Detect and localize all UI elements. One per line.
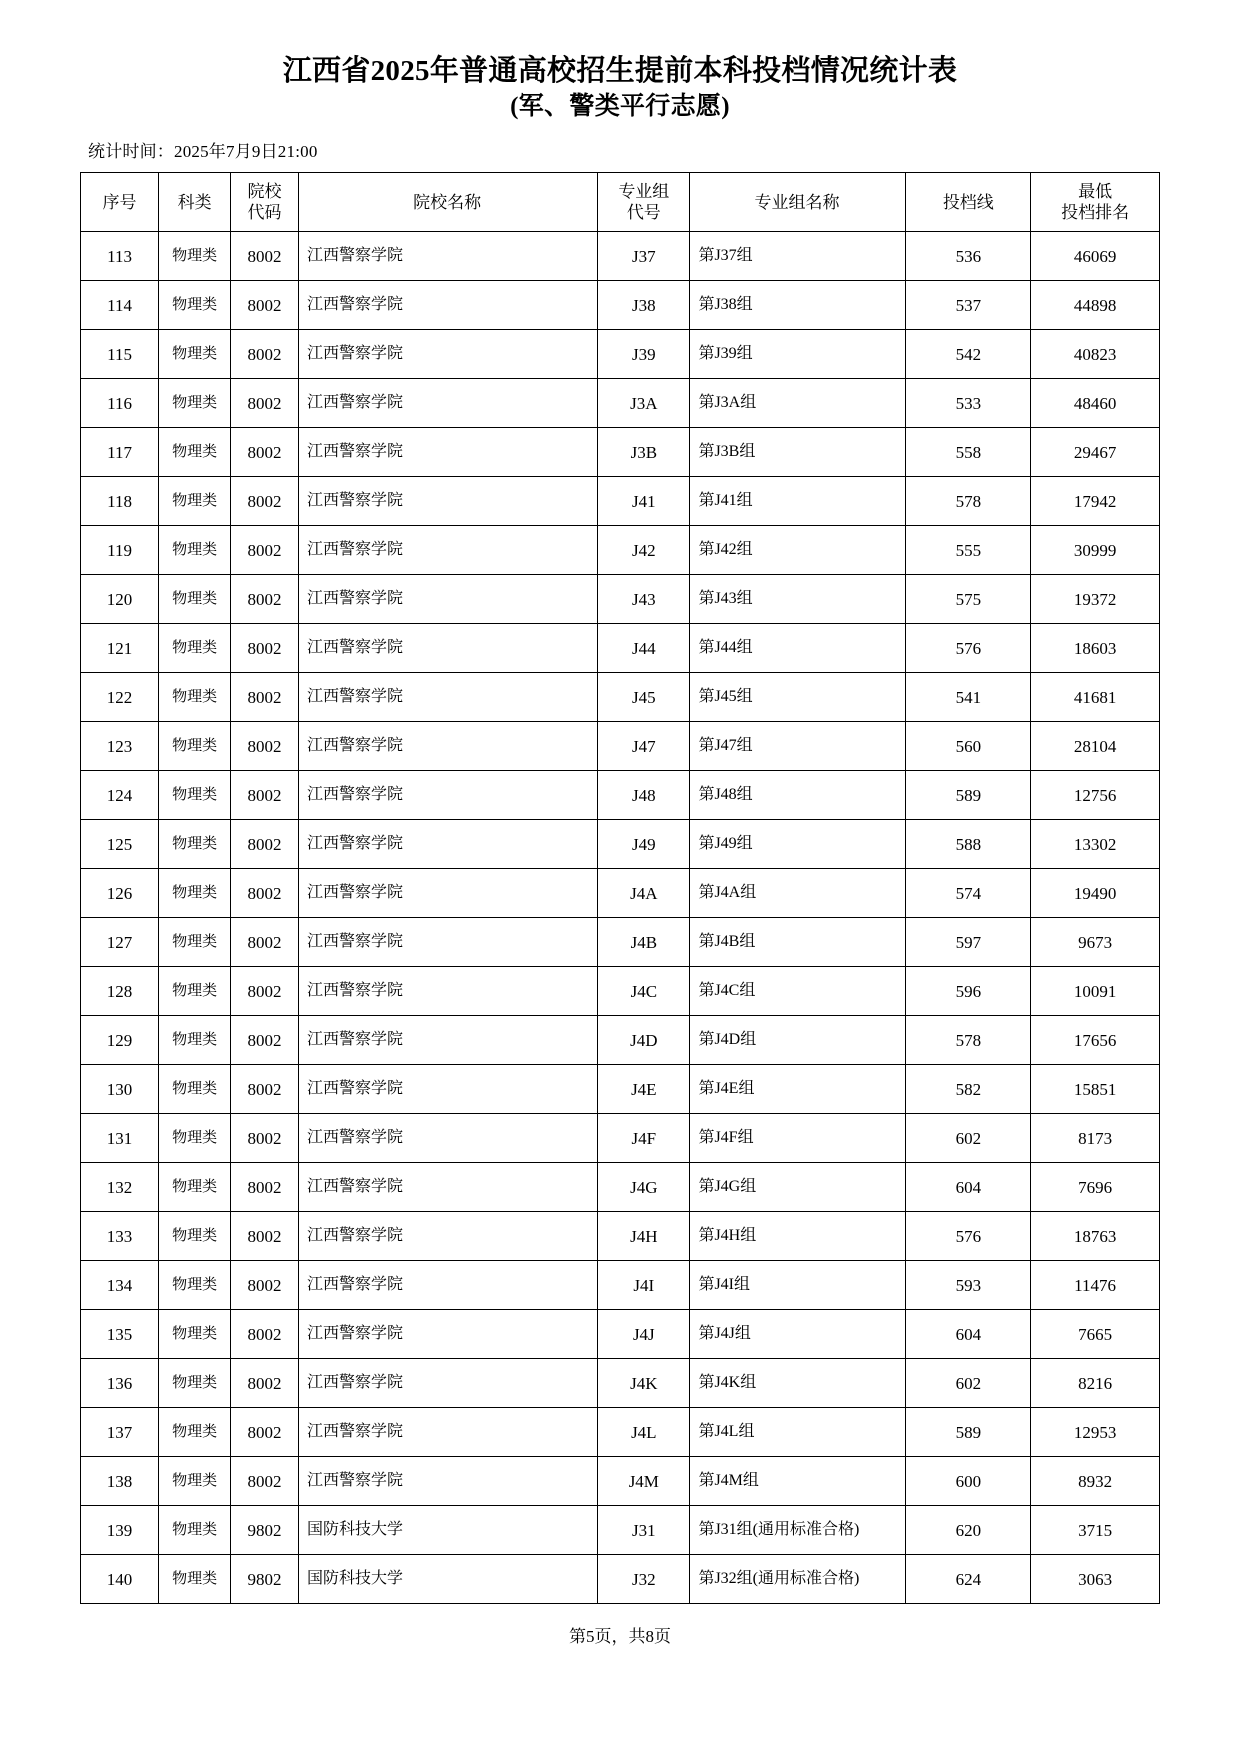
cell-group-name: 第J39组 xyxy=(690,330,906,379)
cell-lowest-rank: 18603 xyxy=(1031,624,1160,673)
cell-score-line: 604 xyxy=(906,1163,1031,1212)
cell-lowest-rank: 13302 xyxy=(1031,820,1160,869)
cell-school-name: 江西警察学院 xyxy=(299,1457,598,1506)
cell-group-name: 第J48组 xyxy=(690,771,906,820)
cell-score-line: 588 xyxy=(906,820,1031,869)
cell-subject-type: 物理类 xyxy=(159,1261,231,1310)
table-header xyxy=(81,173,1160,232)
cell-group-code: J39 xyxy=(598,330,690,379)
table-row xyxy=(81,1359,1160,1408)
cell-lowest-rank: 7696 xyxy=(1031,1163,1160,1212)
cell-school-name: 江西警察学院 xyxy=(299,820,598,869)
cell-school-code: 8002 xyxy=(231,1408,299,1457)
cell-group-code: J43 xyxy=(598,575,690,624)
cell-group-code: J4B xyxy=(598,918,690,967)
table-row xyxy=(81,869,1160,918)
cell-lowest-rank: 46069 xyxy=(1031,232,1160,281)
cell-score-line: 533 xyxy=(906,379,1031,428)
table-row xyxy=(81,1212,1160,1261)
cell-school-code: 8002 xyxy=(231,869,299,918)
cell-sequence: 114 xyxy=(81,281,159,330)
cell-sequence: 131 xyxy=(81,1114,159,1163)
table-row xyxy=(81,575,1160,624)
header-score-label: 投档线 xyxy=(942,192,994,212)
cell-group-code: J4M xyxy=(598,1457,690,1506)
column-header-school-name xyxy=(299,173,598,232)
cell-lowest-rank: 8173 xyxy=(1031,1114,1160,1163)
cell-subject-type: 物理类 xyxy=(159,379,231,428)
table-row xyxy=(81,1555,1160,1604)
cell-group-code: J41 xyxy=(598,477,690,526)
cell-group-name: 第J32组(通用标准合格) xyxy=(690,1555,906,1604)
cell-score-line: 582 xyxy=(906,1065,1031,1114)
table-row xyxy=(81,918,1160,967)
table-row xyxy=(81,1065,1160,1114)
cell-subject-type: 物理类 xyxy=(159,967,231,1016)
cell-school-name: 江西警察学院 xyxy=(299,1065,598,1114)
cell-subject-type: 物理类 xyxy=(159,281,231,330)
cell-school-name: 江西警察学院 xyxy=(299,869,598,918)
cell-score-line: 589 xyxy=(906,1408,1031,1457)
table-row xyxy=(81,477,1160,526)
cell-lowest-rank: 3063 xyxy=(1031,1555,1160,1604)
cell-group-name: 第J3B组 xyxy=(690,428,906,477)
cell-subject-type: 物理类 xyxy=(159,1065,231,1114)
cell-group-name: 第J43组 xyxy=(690,575,906,624)
cell-school-code: 8002 xyxy=(231,624,299,673)
cell-school-name: 江西警察学院 xyxy=(299,330,598,379)
cell-sequence: 119 xyxy=(81,526,159,575)
cell-score-line: 593 xyxy=(906,1261,1031,1310)
cell-subject-type: 物理类 xyxy=(159,1163,231,1212)
cell-sequence: 124 xyxy=(81,771,159,820)
cell-score-line: 560 xyxy=(906,722,1031,771)
cell-school-code: 8002 xyxy=(231,1114,299,1163)
cell-school-code: 8002 xyxy=(231,1212,299,1261)
cell-school-name: 江西警察学院 xyxy=(299,477,598,526)
cell-sequence: 129 xyxy=(81,1016,159,1065)
header-type-label: 科类 xyxy=(177,192,212,212)
header-seq-label: 序号 xyxy=(102,192,137,212)
cell-group-name: 第J42组 xyxy=(690,526,906,575)
cell-score-line: 602 xyxy=(906,1359,1031,1408)
cell-group-code: J4I xyxy=(598,1261,690,1310)
cell-lowest-rank: 3715 xyxy=(1031,1506,1160,1555)
column-header-lowest-rank xyxy=(1031,173,1160,232)
cell-group-name: 第J4K组 xyxy=(690,1359,906,1408)
cell-lowest-rank: 12756 xyxy=(1031,771,1160,820)
cell-sequence: 126 xyxy=(81,869,159,918)
admission-table xyxy=(80,172,1160,1604)
cell-group-name: 第J4H组 xyxy=(690,1212,906,1261)
cell-lowest-rank: 10091 xyxy=(1031,967,1160,1016)
cell-score-line: 536 xyxy=(906,232,1031,281)
cell-group-code: J37 xyxy=(598,232,690,281)
table-row xyxy=(81,820,1160,869)
title-block xyxy=(80,0,1160,123)
cell-school-code: 8002 xyxy=(231,232,299,281)
cell-group-name: 第J4B组 xyxy=(690,918,906,967)
cell-lowest-rank: 41681 xyxy=(1031,673,1160,722)
cell-group-code: J4K xyxy=(598,1359,690,1408)
header-rank-line1: 最低 xyxy=(1078,182,1113,202)
cell-group-code: J4A xyxy=(598,869,690,918)
table-row xyxy=(81,379,1160,428)
cell-group-name: 第J47组 xyxy=(690,722,906,771)
cell-group-name: 第J41组 xyxy=(690,477,906,526)
cell-score-line: 589 xyxy=(906,771,1031,820)
cell-sequence: 137 xyxy=(81,1408,159,1457)
header-group-code-line1: 专业组 xyxy=(618,182,670,202)
table-row xyxy=(81,1016,1160,1065)
page-footer: 第5页，共8页 xyxy=(569,1627,671,1647)
cell-subject-type: 物理类 xyxy=(159,673,231,722)
header-group-code-line2: 代号 xyxy=(626,203,661,223)
cell-subject-type: 物理类 xyxy=(159,232,231,281)
cell-lowest-rank: 15851 xyxy=(1031,1065,1160,1114)
cell-subject-type: 物理类 xyxy=(159,1016,231,1065)
column-header-subject-type xyxy=(159,173,231,232)
cell-score-line: 600 xyxy=(906,1457,1031,1506)
cell-score-line: 576 xyxy=(906,1212,1031,1261)
cell-sequence: 127 xyxy=(81,918,159,967)
table-row xyxy=(81,967,1160,1016)
cell-subject-type: 物理类 xyxy=(159,820,231,869)
table-row xyxy=(81,722,1160,771)
cell-school-name: 江西警察学院 xyxy=(299,1261,598,1310)
header-row xyxy=(81,173,1160,232)
cell-group-code: J4F xyxy=(598,1114,690,1163)
cell-school-code: 8002 xyxy=(231,1359,299,1408)
cell-school-name: 江西警察学院 xyxy=(299,1016,598,1065)
cell-school-name: 江西警察学院 xyxy=(299,673,598,722)
cell-lowest-rank: 29467 xyxy=(1031,428,1160,477)
cell-school-name: 江西警察学院 xyxy=(299,1408,598,1457)
cell-lowest-rank: 28104 xyxy=(1031,722,1160,771)
table-row xyxy=(81,330,1160,379)
cell-sequence: 117 xyxy=(81,428,159,477)
cell-subject-type: 物理类 xyxy=(159,330,231,379)
cell-lowest-rank: 48460 xyxy=(1031,379,1160,428)
cell-sequence: 118 xyxy=(81,477,159,526)
cell-school-code: 8002 xyxy=(231,1065,299,1114)
cell-school-code: 8002 xyxy=(231,1310,299,1359)
cell-sequence: 113 xyxy=(81,232,159,281)
cell-score-line: 620 xyxy=(906,1506,1031,1555)
header-code-line2: 代码 xyxy=(247,203,282,223)
cell-school-code: 8002 xyxy=(231,1163,299,1212)
cell-school-code: 8002 xyxy=(231,1457,299,1506)
cell-group-code: J49 xyxy=(598,820,690,869)
cell-score-line: 542 xyxy=(906,330,1031,379)
cell-school-code: 8002 xyxy=(231,477,299,526)
cell-group-code: J4L xyxy=(598,1408,690,1457)
cell-lowest-rank: 40823 xyxy=(1031,330,1160,379)
header-rank-line2: 投档排名 xyxy=(1061,203,1130,223)
column-header-group-name xyxy=(690,173,906,232)
cell-group-code: J32 xyxy=(598,1555,690,1604)
cell-sequence: 136 xyxy=(81,1359,159,1408)
cell-group-code: J3A xyxy=(598,379,690,428)
table-row xyxy=(81,1163,1160,1212)
cell-school-code: 8002 xyxy=(231,281,299,330)
cell-school-name: 江西警察学院 xyxy=(299,281,598,330)
cell-group-code: J44 xyxy=(598,624,690,673)
cell-school-name: 江西警察学院 xyxy=(299,1310,598,1359)
cell-school-code: 8002 xyxy=(231,722,299,771)
cell-subject-type: 物理类 xyxy=(159,869,231,918)
cell-subject-type: 物理类 xyxy=(159,1310,231,1359)
table-body xyxy=(81,232,1160,1604)
table-row xyxy=(81,1457,1160,1506)
cell-school-code: 8002 xyxy=(231,526,299,575)
cell-school-name: 江西警察学院 xyxy=(299,379,598,428)
cell-group-name: 第J4A组 xyxy=(690,869,906,918)
cell-school-name: 江西警察学院 xyxy=(299,428,598,477)
cell-sequence: 115 xyxy=(81,330,159,379)
cell-group-name: 第J49组 xyxy=(690,820,906,869)
table-row xyxy=(81,1114,1160,1163)
cell-subject-type: 物理类 xyxy=(159,771,231,820)
cell-score-line: 578 xyxy=(906,1016,1031,1065)
cell-group-name: 第J4J组 xyxy=(690,1310,906,1359)
cell-group-name: 第J4L组 xyxy=(690,1408,906,1457)
cell-sequence: 122 xyxy=(81,673,159,722)
column-header-sequence xyxy=(81,173,159,232)
cell-score-line: 576 xyxy=(906,624,1031,673)
cell-score-line: 597 xyxy=(906,918,1031,967)
cell-subject-type: 物理类 xyxy=(159,1408,231,1457)
cell-school-code: 9802 xyxy=(231,1506,299,1555)
table-row xyxy=(81,1310,1160,1359)
cell-school-name: 江西警察学院 xyxy=(299,967,598,1016)
cell-school-name: 江西警察学院 xyxy=(299,526,598,575)
cell-lowest-rank: 8216 xyxy=(1031,1359,1160,1408)
cell-school-code: 8002 xyxy=(231,918,299,967)
table-row xyxy=(81,526,1160,575)
cell-group-name: 第J37组 xyxy=(690,232,906,281)
cell-school-name: 江西警察学院 xyxy=(299,1359,598,1408)
cell-school-code: 8002 xyxy=(231,379,299,428)
cell-group-name: 第J3A组 xyxy=(690,379,906,428)
cell-sequence: 116 xyxy=(81,379,159,428)
cell-group-name: 第J4F组 xyxy=(690,1114,906,1163)
cell-lowest-rank: 11476 xyxy=(1031,1261,1160,1310)
cell-school-name: 江西警察学院 xyxy=(299,1114,598,1163)
cell-school-code: 8002 xyxy=(231,967,299,1016)
cell-subject-type: 物理类 xyxy=(159,1457,231,1506)
cell-school-code: 8002 xyxy=(231,1016,299,1065)
statistics-time: 统计时间：2025年7月9日21:00 xyxy=(88,142,318,162)
cell-sequence: 133 xyxy=(81,1212,159,1261)
cell-sequence: 120 xyxy=(81,575,159,624)
cell-lowest-rank: 7665 xyxy=(1031,1310,1160,1359)
page-title: 江西省2025年普通高校招生提前本科投档情况统计表 xyxy=(282,55,958,87)
cell-group-code: J4C xyxy=(598,967,690,1016)
page-subtitle: (军、警类平行志愿) xyxy=(510,92,730,120)
cell-score-line: 624 xyxy=(906,1555,1031,1604)
cell-school-name: 江西警察学院 xyxy=(299,575,598,624)
cell-group-code: J31 xyxy=(598,1506,690,1555)
table-row xyxy=(81,624,1160,673)
cell-group-name: 第J4G组 xyxy=(690,1163,906,1212)
cell-group-code: J4D xyxy=(598,1016,690,1065)
cell-group-name: 第J4C组 xyxy=(690,967,906,1016)
cell-school-code: 8002 xyxy=(231,771,299,820)
cell-school-name: 江西警察学院 xyxy=(299,232,598,281)
cell-lowest-rank: 12953 xyxy=(1031,1408,1160,1457)
cell-sequence: 134 xyxy=(81,1261,159,1310)
cell-group-name: 第J4M组 xyxy=(690,1457,906,1506)
cell-sequence: 138 xyxy=(81,1457,159,1506)
cell-school-code: 8002 xyxy=(231,1261,299,1310)
cell-school-code: 8002 xyxy=(231,820,299,869)
header-school-label: 院校名称 xyxy=(413,192,482,212)
cell-group-code: J48 xyxy=(598,771,690,820)
cell-subject-type: 物理类 xyxy=(159,575,231,624)
cell-group-code: J42 xyxy=(598,526,690,575)
cell-subject-type: 物理类 xyxy=(159,918,231,967)
cell-group-code: J38 xyxy=(598,281,690,330)
cell-group-name: 第J31组(通用标准合格) xyxy=(690,1506,906,1555)
cell-score-line: 541 xyxy=(906,673,1031,722)
header-code-line1: 院校 xyxy=(247,182,282,202)
cell-subject-type: 物理类 xyxy=(159,624,231,673)
cell-group-name: 第J4D组 xyxy=(690,1016,906,1065)
cell-school-name: 江西警察学院 xyxy=(299,1163,598,1212)
column-header-score-line xyxy=(906,173,1031,232)
cell-score-line: 578 xyxy=(906,477,1031,526)
cell-sequence: 125 xyxy=(81,820,159,869)
cell-school-name: 江西警察学院 xyxy=(299,771,598,820)
table-row xyxy=(81,232,1160,281)
table-row xyxy=(81,771,1160,820)
column-header-school-code xyxy=(231,173,299,232)
cell-score-line: 555 xyxy=(906,526,1031,575)
table-row xyxy=(81,673,1160,722)
cell-sequence: 135 xyxy=(81,1310,159,1359)
table-row xyxy=(81,1408,1160,1457)
cell-score-line: 537 xyxy=(906,281,1031,330)
cell-sequence: 130 xyxy=(81,1065,159,1114)
cell-lowest-rank: 44898 xyxy=(1031,281,1160,330)
cell-score-line: 596 xyxy=(906,967,1031,1016)
cell-subject-type: 物理类 xyxy=(159,428,231,477)
table-row xyxy=(81,1506,1160,1555)
cell-group-code: J4J xyxy=(598,1310,690,1359)
cell-group-name: 第J44组 xyxy=(690,624,906,673)
cell-school-name: 江西警察学院 xyxy=(299,722,598,771)
cell-sequence: 123 xyxy=(81,722,159,771)
cell-school-name: 江西警察学院 xyxy=(299,624,598,673)
cell-group-code: J45 xyxy=(598,673,690,722)
cell-sequence: 140 xyxy=(81,1555,159,1604)
cell-school-code: 9802 xyxy=(231,1555,299,1604)
cell-sequence: 121 xyxy=(81,624,159,673)
cell-subject-type: 物理类 xyxy=(159,722,231,771)
table-row xyxy=(81,1261,1160,1310)
cell-lowest-rank: 8932 xyxy=(1031,1457,1160,1506)
cell-subject-type: 物理类 xyxy=(159,1555,231,1604)
cell-group-name: 第J4E组 xyxy=(690,1065,906,1114)
table-row xyxy=(81,281,1160,330)
cell-lowest-rank: 30999 xyxy=(1031,526,1160,575)
cell-group-code: J47 xyxy=(598,722,690,771)
cell-school-name: 江西警察学院 xyxy=(299,918,598,967)
cell-school-code: 8002 xyxy=(231,673,299,722)
cell-sequence: 128 xyxy=(81,967,159,1016)
cell-lowest-rank: 9673 xyxy=(1031,918,1160,967)
cell-school-name: 国防科技大学 xyxy=(299,1555,598,1604)
column-header-group-code xyxy=(598,173,690,232)
cell-score-line: 574 xyxy=(906,869,1031,918)
cell-score-line: 575 xyxy=(906,575,1031,624)
cell-school-name: 国防科技大学 xyxy=(299,1506,598,1555)
cell-lowest-rank: 17656 xyxy=(1031,1016,1160,1065)
cell-group-name: 第J38组 xyxy=(690,281,906,330)
header-group-name-label: 专业组名称 xyxy=(754,192,840,212)
cell-lowest-rank: 19372 xyxy=(1031,575,1160,624)
cell-group-code: J4E xyxy=(598,1065,690,1114)
cell-lowest-rank: 18763 xyxy=(1031,1212,1160,1261)
cell-school-code: 8002 xyxy=(231,330,299,379)
cell-score-line: 604 xyxy=(906,1310,1031,1359)
cell-subject-type: 物理类 xyxy=(159,526,231,575)
cell-group-code: J3B xyxy=(598,428,690,477)
cell-subject-type: 物理类 xyxy=(159,1212,231,1261)
table-row xyxy=(81,428,1160,477)
cell-school-code: 8002 xyxy=(231,575,299,624)
cell-group-name: 第J45组 xyxy=(690,673,906,722)
cell-school-code: 8002 xyxy=(231,428,299,477)
cell-group-code: J4G xyxy=(598,1163,690,1212)
cell-group-code: J4H xyxy=(598,1212,690,1261)
cell-group-name: 第J4I组 xyxy=(690,1261,906,1310)
cell-subject-type: 物理类 xyxy=(159,1506,231,1555)
cell-subject-type: 物理类 xyxy=(159,1359,231,1408)
cell-subject-type: 物理类 xyxy=(159,1114,231,1163)
cell-subject-type: 物理类 xyxy=(159,477,231,526)
cell-sequence: 139 xyxy=(81,1506,159,1555)
cell-lowest-rank: 17942 xyxy=(1031,477,1160,526)
cell-school-name: 江西警察学院 xyxy=(299,1212,598,1261)
cell-lowest-rank: 19490 xyxy=(1031,869,1160,918)
cell-score-line: 602 xyxy=(906,1114,1031,1163)
cell-sequence: 132 xyxy=(81,1163,159,1212)
cell-score-line: 558 xyxy=(906,428,1031,477)
